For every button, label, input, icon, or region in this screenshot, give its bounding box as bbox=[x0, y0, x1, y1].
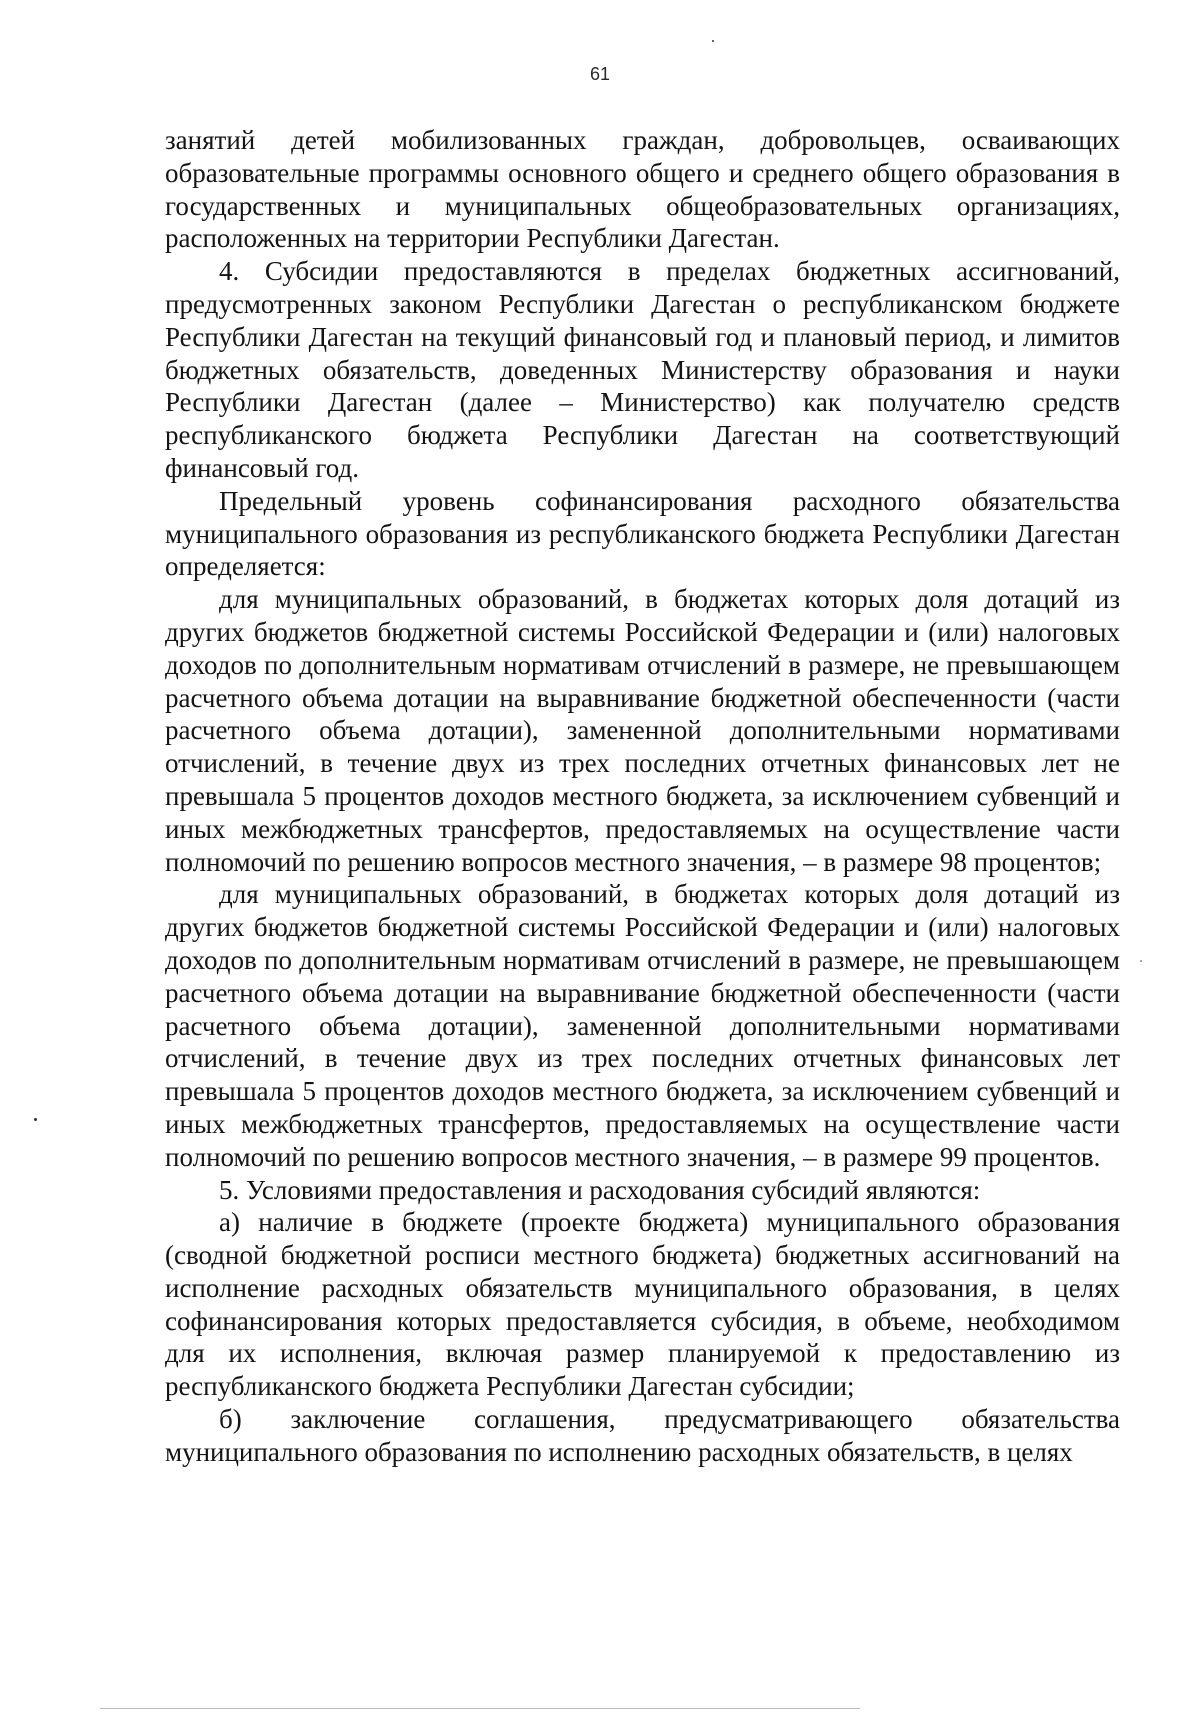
scan-speck bbox=[34, 1118, 37, 1121]
paragraph-clause-5a: а) наличие в бюджете (проекте бюджета) муниципального образования (сводной бюджетной росписи местного бюджета) бюджетных ассигнований на исполнение расходных обязательств муниципального образования, в целях софинансирования которых предоставляется субсидия, в объеме, необходимом для их исполнения, включая размер планируемой к предоставлению из республиканского бюджета Республики Дагестан субсидии; bbox=[165, 1207, 1120, 1402]
paragraph-99-percent: для муниципальных образований, в бюджетах которых доля дотаций из других бюджетов бюджетной системы Российской Федерации и (или) налоговых доходов по дополнительным нормативам отчислений в размере, не превышающем расчетного объема дотации на выравнивание бюджетной обеспеченности (части расчетного объема дотации), замененной дополнительными нормативами отчислений, в течение двух из трех последних отчетных финансовых лет превышала 5 процентов доходов местного бюджета, за исключением субвенций и иных межбюджетных трансфертов, предоставляемых на осуществление части полномочий по решению вопросов местного значения, – в размере 99 процентов. bbox=[165, 879, 1120, 1172]
page-number: 61 bbox=[589, 64, 611, 84]
document-body bbox=[165, 124, 1120, 1469]
scan-speck bbox=[1140, 960, 1142, 962]
scan-edge-line bbox=[100, 1708, 860, 1709]
paragraph-clause-4: 4. Субсидии предоставляются в пределах бюджетных ассигнований, предусмотренных законом Республики Дагестан о республиканском бюджете Республики Дагестан на текущий финансовый год и плановый период, и лимитов бюджетных обязательств, доведенных Министерству образования и науки Республики Дагестан (далее – Министерство) как получателю средств республиканского бюджета Республики Дагестан на соответствующий финансовый год. bbox=[165, 256, 1120, 483]
paragraph-cofinancing-level: Предельный уровень софинансирования расходного обязательства муниципального образования из республиканского бюджета Республики Дагестан определяется: bbox=[165, 485, 1120, 582]
paragraph-clause-5b: б) заключение соглашения, предусматривающего обязательства муниципального образования по исполнению расходных обязательств, в целях bbox=[165, 1404, 1120, 1467]
scan-speck bbox=[712, 40, 714, 42]
paragraph-98-percent: для муниципальных образований, в бюджетах которых доля дотаций из других бюджетов бюджетной системы Российской Федерации и (или) налоговых доходов по дополнительным нормативам отчислений в размере, не превышающем расчетного объема дотации на выравнивание бюджетной обеспеченности (части расчетного объема дотации), замененной дополнительными нормативами отчислений, в течение двух из трех последних отчетных финансовых лет не превышала 5 процентов доходов местного бюджета, за исключением субвенций и иных межбюджетных трансфертов, предоставляемых на осуществление части полномочий по решению вопросов местного значения, – в размере 98 процентов; bbox=[165, 584, 1120, 877]
paragraph-clause-5: 5. Условиями предоставления и расходования субсидий являются: bbox=[219, 1174, 981, 1205]
paragraph-continuation: занятий детей мобилизованных граждан, добровольцев, осваивающих образовательные программы основного общего и среднего общего образования в государственных и муниципальных общеобразовательных организациях, расположенных на территории Республики Дагестан. bbox=[165, 125, 1120, 254]
